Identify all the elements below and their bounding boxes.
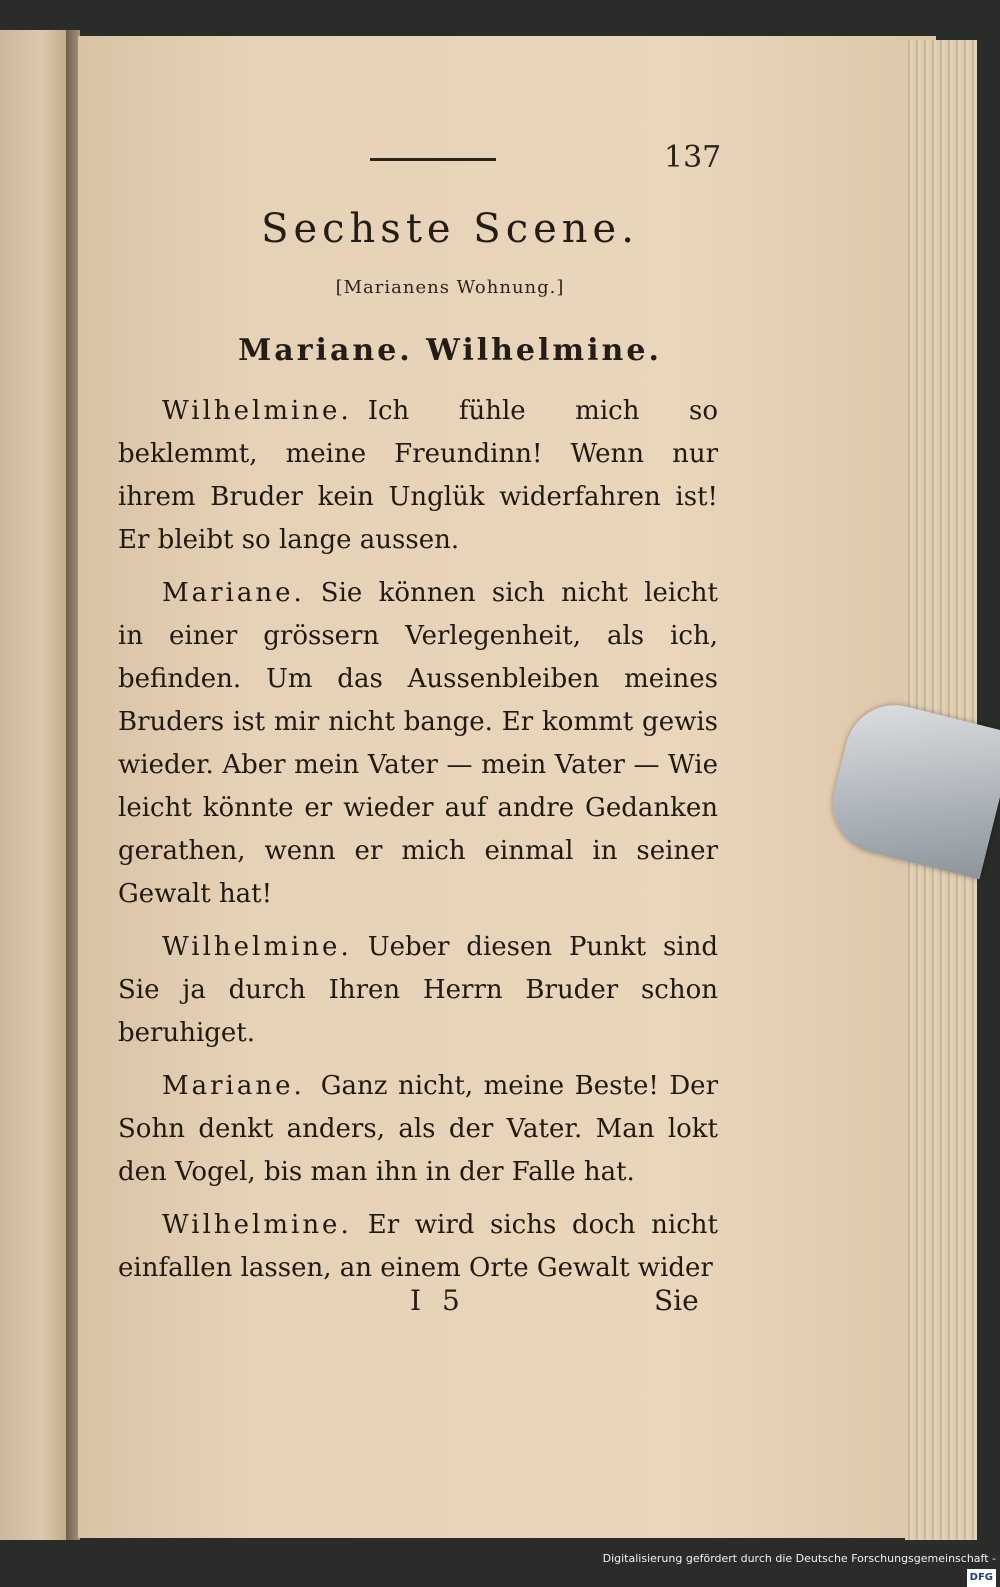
footer-text: Digitalisierung gefördert durch die Deutsche Forschungsgemeinschaft - [602,1552,996,1565]
dialogue-paragraph [118,1204,718,1290]
scene-location: [Marianens Wohnung.] [335,277,565,298]
speech-text: Sie können sich nicht leicht in einer grössern Verlegenheit, als ich, befinden. Um das Aussenbleiben meines Bruders ist mir nicht bange. Er kommt gewis wieder. Aber mein Vater — mein Vater — Wie leicht könnte er wieder auf andre Gedanken gerathen, wenn er mich einmal in seiner Gewalt hat! [118,578,718,909]
scene-title: Sechste Scene. [261,206,639,252]
facing-page [0,30,70,1540]
dfg-logo: DFG [967,1569,996,1587]
speaker-name: Wilhelmine. [162,932,352,962]
speaker-name: Mariane. [162,1071,305,1101]
speech-text: Ganz nicht, meine Beste! Der Sohn denkt anders, als der Vater. Man lokt den Vogel, bis man ihn in der Falle hat. [118,1071,718,1187]
dialogue-paragraph [118,1065,718,1194]
speech-text: Ueber diesen Punkt sind Sie ja durch Ihren Herrn Bruder schon beruhiget. [118,932,718,1048]
dialogue-paragraph [118,926,718,1055]
speaker-name: Wilhelmine. [162,396,352,426]
header-rule [370,158,496,161]
dialogue-paragraph [118,390,718,562]
page-number: 137 [664,140,722,175]
speech-text: Ich fühle mich so beklemmt, meine Freundinn! Wenn nur ihrem Bruder kein Unglük widerfahren ist! Er bleibt so lange aussen. [118,396,718,555]
scene-characters: Mariane. Wilhelmine. [238,333,662,368]
catchword: Sie [654,1284,699,1317]
signature-mark: I 5 [410,1284,466,1317]
dialogue-text [118,390,718,1300]
speech-text: Er wird sichs doch nicht einfallen lassen, an einem Orte Gewalt wider [118,1210,718,1283]
digitization-footer [600,1550,996,1583]
dialogue-paragraph [118,572,718,916]
speaker-name: Wilhelmine. [162,1210,352,1240]
speaker-name: Mariane. [162,578,305,608]
